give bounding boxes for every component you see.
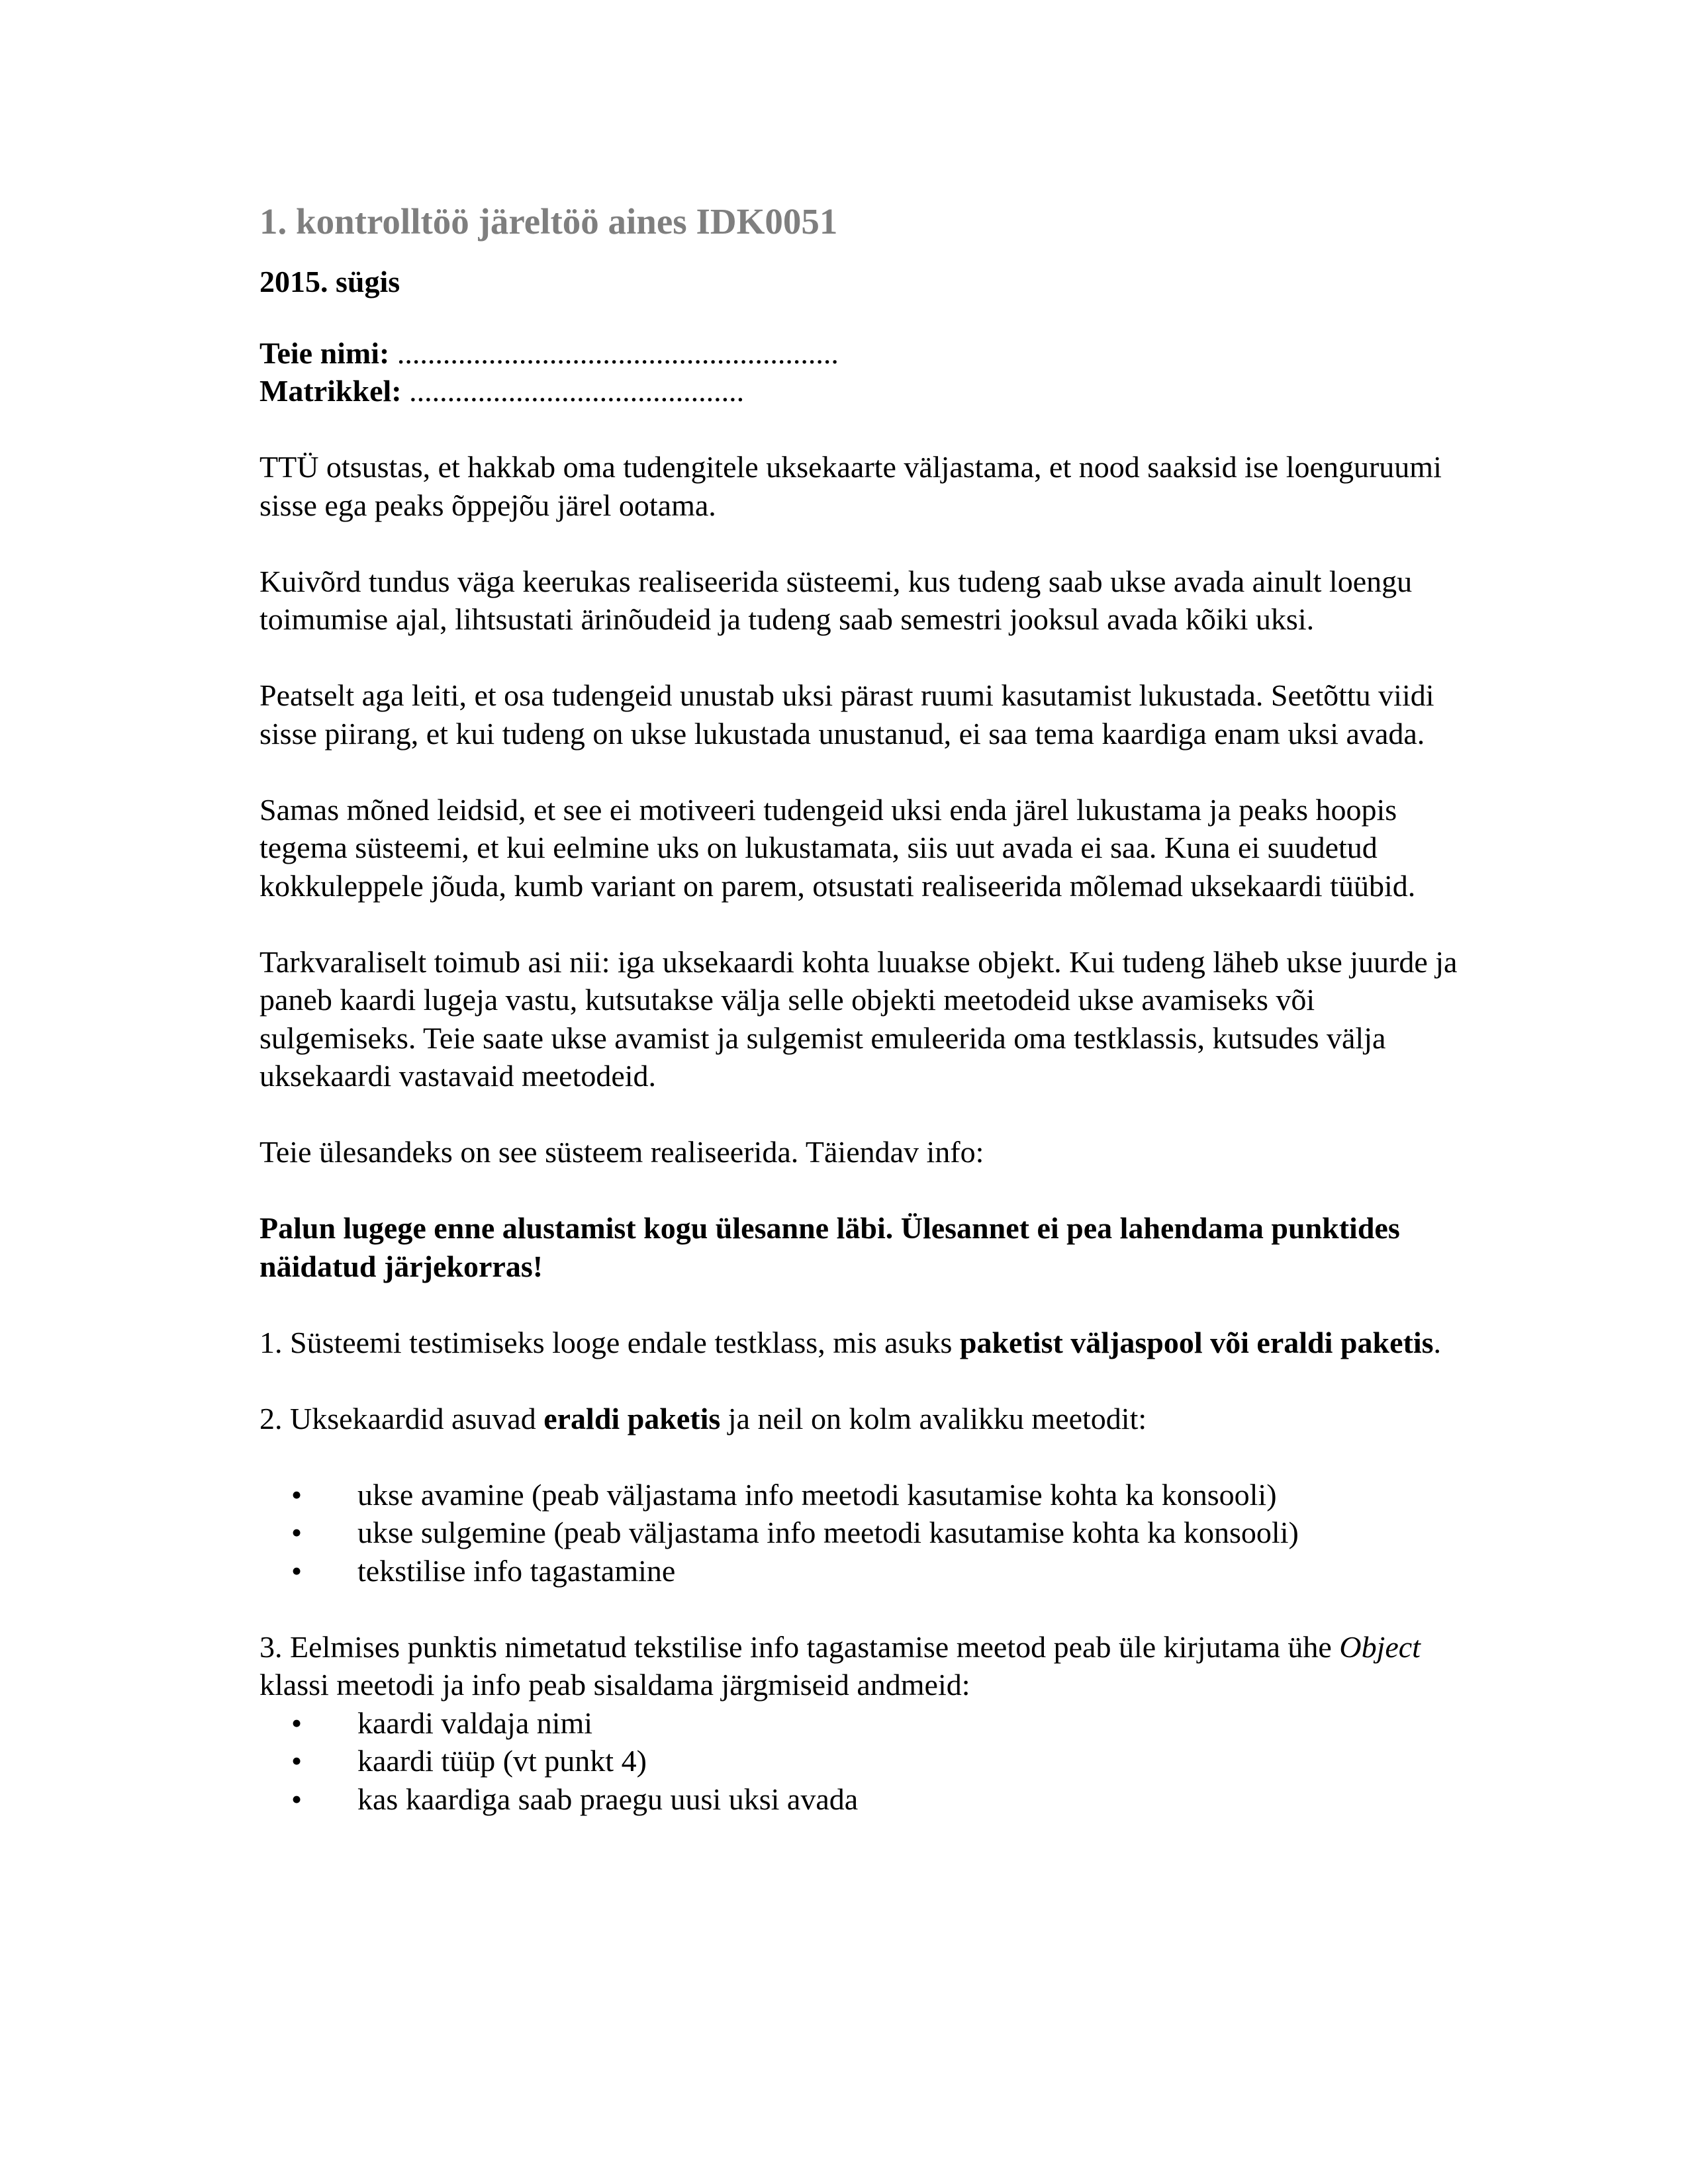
task-3-list <box>259 1704 1477 1819</box>
name-field <box>259 334 1477 373</box>
paragraph-task: Teie ülesandeks on see süsteem realiseerida. Täiendav info: <box>259 1135 984 1169</box>
paragraph-restriction: Peatselt aga leiti, et osa tudengeid unustab uksi pärast ruumi kasutamist lukustada. Seetõttu viidi sisse piirang, et kui tudeng on ukse lukustada unustanud, ei saa tema kaardiga enam uksi avada. <box>259 678 1434 751</box>
task-1-end: . <box>1433 1325 1441 1359</box>
paragraph-intro: TTÜ otsustas, et hakkab oma tudengitele uksekaarte väljastama, et nood saaksid ise loenguruumi sisse ega peaks õppejõu järel ootama. <box>259 450 1442 522</box>
document-title: 1. kontrolltöö järeltöö aines IDK0051 <box>259 201 838 242</box>
list-item: • kaardi valdaja nimi <box>259 1704 1477 1743</box>
paragraph-software: Tarkvaraliselt toimub asi nii: iga uksekaardi kohta luuakse objekt. Kui tudeng läheb ukse juurde ja paneb kaardi lugeja vastu, kutsutakse välja selle objekti meetodeid ukse avamiseks või sulgemiseks. Teie saate ukse avamist ja sulgemist emuleerida oma testklassis, kutsudes välja uksekaardi vastavaid meetodeid. <box>259 944 1458 1093</box>
task-3-text: 3. Eelmises punktis nimetatud tekstilise info tagastamise meetod peab üle kirjutama ühe <box>259 1629 1340 1664</box>
matrikkel-label: Matrikkel: <box>259 374 402 408</box>
list-item: • tekstilise info tagastamine <box>259 1552 1477 1590</box>
bullet-icon: • <box>291 1553 303 1588</box>
list-item: • ukse sulgemine (peab väljastama info meetodi kasutamise kohta ka konsooli) <box>259 1514 1477 1552</box>
task-1-text: 1. Süsteemi testimiseks looge endale testklass, mis asuks <box>259 1325 960 1359</box>
task-2-end: ja neil on kolm avalikku meetodit: <box>720 1401 1147 1435</box>
matrikkel-dots: ............................................ <box>401 374 745 408</box>
name-label: Teie nimi: <box>259 336 390 370</box>
task-1-bold: paketist väljaspool või eraldi paketis <box>959 1325 1434 1359</box>
task-2-bold: eraldi paketis <box>543 1401 721 1435</box>
semester-label: 2015. sügis <box>259 265 400 298</box>
task-1 <box>259 1324 1477 1362</box>
warning-text: Palun lugege enne alustamist kogu ülesanne läbi. Ülesannet ei pea lahendama punktides näidatud järjekorras! <box>259 1211 1400 1283</box>
bullet-icon: • <box>291 1782 303 1816</box>
matrikkel-field <box>259 372 1477 410</box>
task-3 <box>259 1628 1477 1704</box>
list-item: • kaardi tüüp (vt punkt 4) <box>259 1742 1477 1780</box>
student-fields <box>259 334 1477 410</box>
bullet-icon: • <box>291 1477 303 1512</box>
task-2-text: 2. Uksekaardid asuvad <box>259 1401 544 1435</box>
paragraph-card-types: Samas mõned leidsid, et see ei motiveeri tudengeid uksi enda järel lukustama ja peaks hoopis tegema süsteemi, et kui eelmine uks on lukustamata, siis uut avada ei saa. Kuna ei suudetud kokkuleppele jõuda, kumb variant on parem, otsustati realiseerida mõlemad uksekaardi tüübid. <box>259 792 1416 903</box>
bullet-icon: • <box>291 1706 303 1740</box>
task-3-italic: Object <box>1339 1629 1421 1664</box>
list-item: • kas kaardiga saab praegu uusi uksi avada <box>259 1780 1477 1819</box>
document-page <box>259 199 1477 1818</box>
task-3-end: klassi meetodi ja info peab sisaldama järgmiseid andmeid: <box>259 1668 970 1702</box>
task-2 <box>259 1400 1477 1438</box>
task-2-list <box>259 1476 1477 1590</box>
paragraph-simplification: Kuivõrd tundus väga keerukas realiseerida süsteemi, kus tudeng saab ukse avada ainult loengu toimumise ajal, lihtsustati ärinõudeid ja tudeng saab semestri jooksul avada kõiki uksi. <box>259 564 1413 636</box>
list-item: • ukse avamine (peab väljastama info meetodi kasutamise kohta ka konsooli) <box>259 1476 1477 1514</box>
bullet-icon: • <box>291 1516 303 1549</box>
name-dots: .......................................................... <box>389 336 839 370</box>
warning-note <box>259 1209 1477 1285</box>
bullet-icon: • <box>291 1744 303 1778</box>
